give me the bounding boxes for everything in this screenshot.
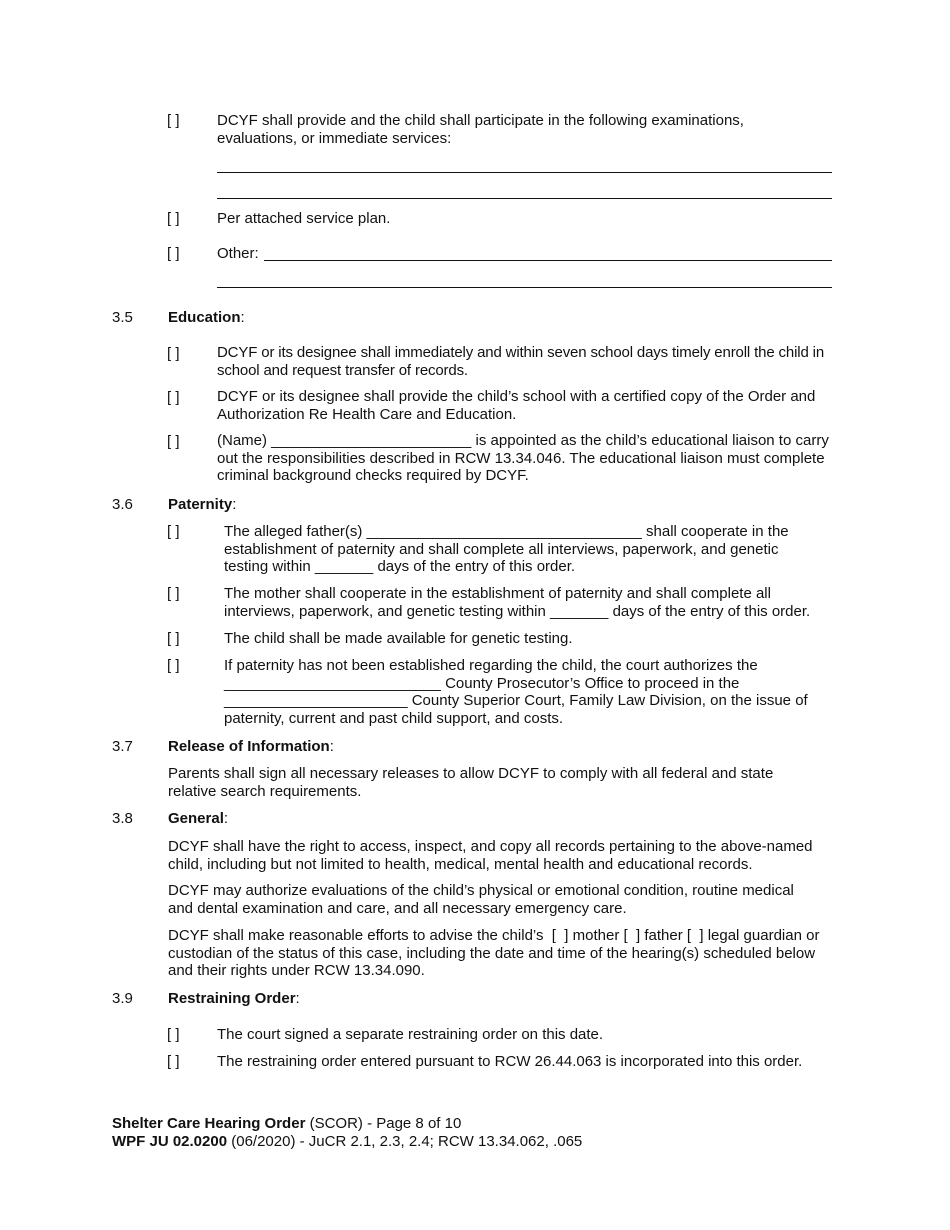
checkbox[interactable]: [ ] bbox=[167, 433, 180, 450]
checkbox[interactable]: [ ] bbox=[167, 245, 180, 262]
paternity-item: If paternity has not been established regarding the child, the court authorizes the __________________________ County Prosecutor’s Office to proceed in the ______________________ County Superior Court, Family Law Division, on the issue of paternity, current and past child support, and costs. bbox=[224, 657, 808, 727]
paternity-item: The child shall be made available for genetic testing. bbox=[224, 630, 573, 647]
section-number: 3.5 bbox=[112, 309, 133, 326]
restraining-item: The restraining order entered pursuant to RCW 26.44.063 is incorporated into this order. bbox=[217, 1053, 803, 1070]
section-number: 3.9 bbox=[112, 990, 133, 1007]
section-heading: General: bbox=[168, 810, 229, 827]
checkbox[interactable]: [ ] bbox=[167, 1053, 180, 1070]
release-text: Parents shall sign all necessary releases to allow DCYF to comply with all federal and state relative search requirements. bbox=[168, 765, 774, 800]
general-paragraph: DCYF shall have the right to access, inspect, and copy all records pertaining to the above-named child, including but not limited to health, medical, mental health and educational records. bbox=[168, 838, 813, 873]
section-heading: Education: bbox=[168, 309, 245, 326]
paternity-item: The alleged father(s) _________________________________ shall cooperate in the establishment of paternity and shall complete all interviews, paperwork, and genetic testing within _______ days of the entry of this order. bbox=[224, 523, 789, 575]
section-number: 3.6 bbox=[112, 496, 133, 513]
service-plan-text: Per attached service plan. bbox=[217, 210, 391, 227]
checkbox[interactable]: [ ] bbox=[167, 657, 180, 674]
checkbox[interactable]: [ ] bbox=[167, 112, 180, 129]
checkbox[interactable]: [ ] bbox=[167, 585, 180, 602]
section-heading: Restraining Order: bbox=[168, 990, 300, 1007]
footer-form-id: WPF JU 02.0200 (06/2020) - JuCR 2.1, 2.3, 2.4; RCW 13.34.062, .065 bbox=[112, 1133, 583, 1150]
footer-title: Shelter Care Hearing Order (SCOR) - Page 8 of 10 bbox=[112, 1115, 462, 1132]
services-item-text: DCYF shall provide and the child shall participate in the following examinations, evaluations, or immediate services: bbox=[217, 112, 744, 147]
restraining-item: The court signed a separate restraining order on this date. bbox=[217, 1026, 604, 1043]
education-item: DCYF or its designee shall immediately and within seven school days timely enroll the child in school and request transfer of records. bbox=[217, 344, 825, 379]
checkbox[interactable]: [ ] bbox=[167, 630, 180, 647]
checkbox[interactable]: [ ] bbox=[167, 389, 180, 406]
section-number: 3.7 bbox=[112, 738, 133, 755]
education-item: DCYF or its designee shall provide the child’s school with a certified copy of the Order and Authorization Re Health Care and Education. bbox=[217, 388, 816, 423]
checkbox[interactable]: [ ] bbox=[167, 523, 180, 540]
blank-line bbox=[217, 172, 832, 173]
other-label: Other: bbox=[217, 245, 259, 262]
section-heading: Release of Information: bbox=[168, 738, 334, 755]
section-number: 3.8 bbox=[112, 810, 133, 827]
checkbox[interactable]: [ ] bbox=[167, 345, 180, 362]
education-item: (Name) ________________________ is appointed as the child’s educational liaison to carry out the responsibilities described in RCW 13.34.046. The educational liaison must complete criminal background checks required by DCYF. bbox=[217, 432, 829, 484]
checkbox[interactable]: [ ] bbox=[167, 210, 180, 227]
general-paragraph: DCYF shall make reasonable efforts to advise the child’s [ ] mother [ ] father [ ] legal guardian or custodian of the status of this case, including the date and time of the hearing(s) scheduled below and their rights under RCW 13.34.090. bbox=[168, 927, 824, 979]
general-paragraph: DCYF may authorize evaluations of the child’s physical or emotional condition, routine medical and dental examination and care, and all necessary emergency care. bbox=[168, 882, 794, 917]
checkbox[interactable]: [ ] bbox=[167, 1026, 180, 1043]
blank-line bbox=[217, 287, 832, 288]
blank-line bbox=[264, 260, 832, 261]
section-heading: Paternity: bbox=[168, 496, 237, 513]
blank-line bbox=[217, 198, 832, 199]
paternity-item: The mother shall cooperate in the establishment of paternity and shall complete all interviews, paperwork, and genetic testing within _______ days of the entry of this order. bbox=[224, 585, 811, 620]
